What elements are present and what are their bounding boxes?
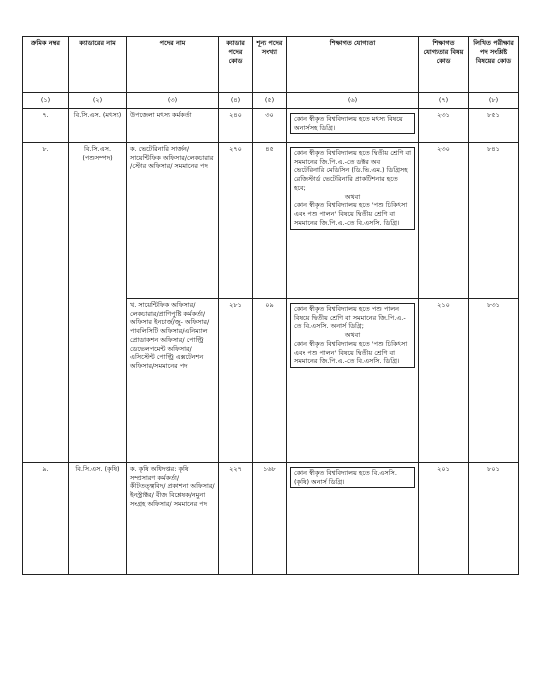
qualification-option-b: কোন স্বীকৃত বিশ্ববিদ্যালয় হতে 'পশু চিকিৎসা এবং পশু পালন' বিষয়ে দ্বিতীয় শ্রেণি বা সমমানের জি.পি.এ.-তে বি.এসসি. ডিগ্রি। — [294, 201, 408, 227]
cadre-code-cell: ২২৭ — [219, 462, 253, 574]
serial-cell: ৮. — [23, 142, 69, 462]
qualification-option-a: কোন স্বীকৃত বিশ্ববিদ্যালয় হতে দ্বিতীয় শ্রেণি বা সমমানের জি.পি.এ.-তে ডক্টর অব ভেটেরিনারি মেডিসিন (ডি.ভি.এম.) ডিগ্রিসহ রেজিস্টার্ড ভেটেরিনারি প্রাকটিশনার হতে হবে; — [294, 148, 411, 192]
cadre-cell: বি.সি.এস. (পশুসম্পদ) — [69, 142, 127, 462]
post-cell: ক. কৃষি অধিদপ্তর: কৃষি সম্প্রসারণ কর্মকর্তা/ কীটতত্ত্ববিদ/ প্রকাশনা অফিসার/ ইনস্ট্রাক্টর/ বীজ বিশ্লেষক/নমুনা সংগ্রহ অফিসার/ সমমানের পদ — [127, 462, 219, 574]
header-qualification: শিক্ষাগত যোগ্যতা — [287, 37, 419, 93]
post-cell: ক. ভেটেরিনারি সার্জন/সায়েন্টিফিক অফিসার/লেকচারার /স্টোর অফিসার/ সমমানের পদ — [127, 142, 219, 298]
exam-code-cell: ৮০১ — [469, 462, 519, 574]
subject-code-cell: ২১০ — [419, 298, 469, 462]
col-number: (৫) — [253, 93, 287, 109]
col-number: (১) — [23, 93, 69, 109]
cadre-cell: বি.সি.এস. (মৎস্য) — [69, 108, 127, 142]
col-number: (৭) — [419, 93, 469, 109]
cadre-code-cell: ২৭০ — [219, 142, 253, 298]
header-vacancy: শূন্য পদের সংখ্যা — [253, 37, 287, 93]
qualification-cell — [287, 462, 419, 574]
vacancy-cell: ৩০ — [253, 108, 287, 142]
header-subject-code: শিক্ষাগত যোগ্যতার বিষয় কোড — [419, 37, 469, 93]
exam-code-cell: ৮৩১ — [469, 298, 519, 462]
column-number-row — [23, 93, 519, 109]
qualification-box: কোন স্বীকৃত বিশ্ববিদ্যালয় হতে বি.এসসি. (কৃষি) অনার্স ডিগ্রি। — [290, 467, 415, 489]
qualification-cell — [287, 298, 419, 462]
exam-code-cell: ৮৪১ — [469, 142, 519, 298]
post-cell: উপজেলা মৎস্য কর্মকর্তা — [127, 108, 219, 142]
subject-code-cell: ২৩১ — [419, 108, 469, 142]
table-row — [23, 462, 519, 574]
qualification-cell — [287, 142, 419, 298]
table-row — [23, 142, 519, 298]
cadre-cell: বি.সি.এস. (কৃষি) — [69, 462, 127, 574]
header-serial: ক্রমিক নম্বর — [23, 37, 69, 93]
exam-code-cell: ৮৫১ — [469, 108, 519, 142]
col-number: (৩) — [127, 93, 219, 109]
recruitment-table — [22, 36, 519, 575]
header-post: পদের নাম — [127, 37, 219, 93]
post-cell: খ. সায়েন্টিফিক অফিসার/ লেকচারার/প্রাণিপুষ্টি কর্মকর্তা/অফিসার ইনচার্জ/জু- অফিসার/পাবলিসিটি অফিসার/এনিম্যাল প্রোডাকশন অফিসার/ পোল্ট্রি ডেভেলপমেন্ট অফিসার/এসিস্টেন্ট পোল্ট্রি এক্সটেনশন অফিসার/সমমানের পদ — [127, 298, 219, 462]
qualification-cell — [287, 108, 419, 142]
vacancy-cell: ১৬৮ — [253, 462, 287, 574]
qualification-option-a: কোন স্বীকৃত বিশ্ববিদ্যালয় হতে পশু পালন বিষয়ে দ্বিতীয় শ্রেণি বা সমমানের জি.পি.এ.-তে বি.এসসি. অনার্স ডিগ্রি; — [294, 304, 406, 331]
col-number: (৪) — [219, 93, 253, 109]
header-exam-code: লিখিত পরীক্ষার পদ সংশ্লিষ্ট বিষয়ের কোড — [469, 37, 519, 93]
qualification-box — [290, 147, 415, 230]
vacancy-cell: ৪৫ — [253, 142, 287, 298]
header-cadre: ক্যাডারের নাম — [69, 37, 127, 93]
qualification-box: কোন স্বীকৃত বিশ্ববিদ্যালয় হতে মৎস্য বিষয়ে অনার্সসহ ডিগ্রি। — [290, 113, 415, 135]
vacancy-cell: ০৯ — [253, 298, 287, 462]
qualification-box — [290, 303, 415, 368]
subject-code-cell: ২০১ — [419, 462, 469, 574]
col-number: (৬) — [287, 93, 419, 109]
or-label: অথবা — [344, 192, 361, 201]
header-cadre-code: ক্যাডার পদের কোড — [219, 37, 253, 93]
cadre-code-cell: ২৮১ — [219, 298, 253, 462]
table-row — [23, 108, 519, 142]
header-row — [23, 37, 519, 93]
col-number: (৮) — [469, 93, 519, 109]
col-number: (২) — [69, 93, 127, 109]
qualification-option-b: কোন স্বীকৃত বিশ্ববিদ্যালয় হতে 'পশু চিকিৎসা এবং পশু পালন' বিষয়ে দ্বিতীয় শ্রেণি বা সমমানের জি.পি.এ.-তে বি.এসসি. ডিগ্রি। — [294, 339, 408, 366]
subject-code-cell: ২৩০ — [419, 142, 469, 298]
cadre-code-cell: ২৪০ — [219, 108, 253, 142]
serial-cell: ৯. — [23, 462, 69, 574]
or-label: অথবা — [344, 331, 361, 340]
serial-cell: ৭. — [23, 108, 69, 142]
